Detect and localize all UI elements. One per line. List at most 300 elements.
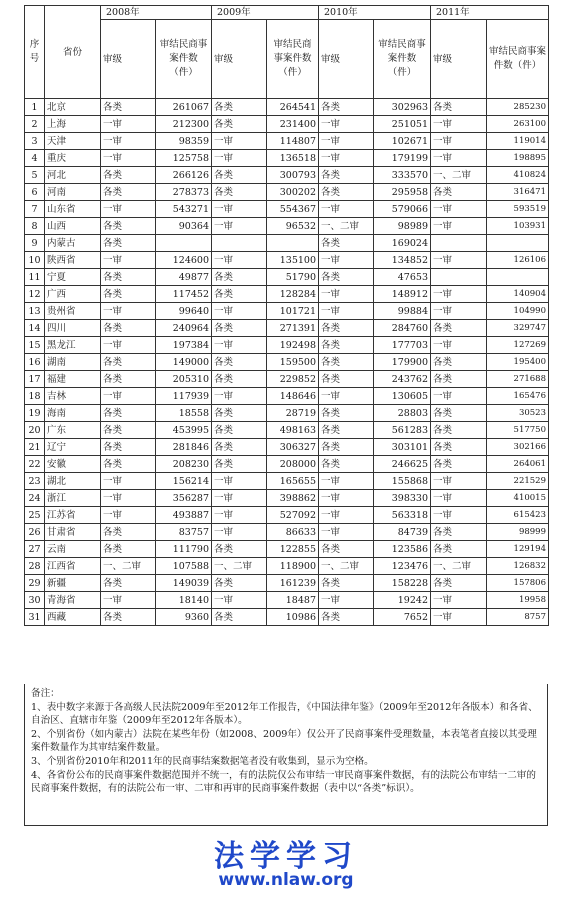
level-2010-cell: 一、二审	[319, 558, 374, 575]
count-2008-cell: 117939	[156, 388, 212, 405]
level-2010-cell: 各类	[319, 167, 374, 184]
row-number: 26	[25, 524, 45, 541]
count-2010-cell: 284760	[374, 320, 431, 337]
table-row	[25, 541, 549, 558]
level-2009-cell: 各类	[212, 609, 267, 626]
count-2009-cell: 101721	[267, 303, 319, 320]
level-2008-cell: 各类	[101, 320, 156, 337]
count-header: 审结民商事案件数（件）	[267, 20, 319, 99]
province-cell: 山东省	[45, 201, 101, 218]
level-2011-cell: 各类	[431, 99, 487, 116]
level-2008-cell: 各类	[101, 184, 156, 201]
count-2009-cell: 161239	[267, 575, 319, 592]
level-2009-cell: 各类	[212, 541, 267, 558]
level-2011-cell: 一审	[431, 592, 487, 609]
row-number: 30	[25, 592, 45, 609]
level-2011-cell	[431, 235, 487, 252]
level-2010-cell: 各类	[319, 269, 374, 286]
count-2009-cell: 28719	[267, 405, 319, 422]
level-2011-cell: 各类	[431, 541, 487, 558]
level-2008-cell: 各类	[101, 439, 156, 456]
row-number: 31	[25, 609, 45, 626]
count-2011-cell: 8757	[487, 609, 549, 626]
level-2010-cell: 一审	[319, 116, 374, 133]
province-cell: 吉林	[45, 388, 101, 405]
count-2011-cell: 264061	[487, 456, 549, 473]
level-2011-cell: 一审	[431, 609, 487, 626]
level-2008-cell: 各类	[101, 422, 156, 439]
count-2008-cell: 281846	[156, 439, 212, 456]
level-2008-cell: 一审	[101, 133, 156, 150]
count-2010-cell: 179900	[374, 354, 431, 371]
province-cell: 浙江	[45, 490, 101, 507]
count-2010-cell: 561283	[374, 422, 431, 439]
level-2011-cell: 各类	[431, 184, 487, 201]
table-row	[25, 609, 549, 626]
level-2010-cell: 各类	[319, 337, 374, 354]
level-2009-cell: 一、二审	[212, 558, 267, 575]
province-header: 省份	[45, 6, 101, 99]
province-cell: 安徽	[45, 456, 101, 473]
row-number: 29	[25, 575, 45, 592]
row-number: 14	[25, 320, 45, 337]
count-2011-cell: 316471	[487, 184, 549, 201]
count-2010-cell: 102671	[374, 133, 431, 150]
level-2011-cell: 一审	[431, 507, 487, 524]
level-2010-cell: 各类	[319, 354, 374, 371]
count-2011-cell: 329747	[487, 320, 549, 337]
level-2008-cell: 各类	[101, 524, 156, 541]
count-2011-cell: 127269	[487, 337, 549, 354]
count-2008-cell: 18140	[156, 592, 212, 609]
row-number: 27	[25, 541, 45, 558]
row-number: 9	[25, 235, 45, 252]
level-2010-cell: 一审	[319, 592, 374, 609]
count-2011-cell: 157806	[487, 575, 549, 592]
level-2008-cell: 各类	[101, 99, 156, 116]
count-2011-cell: 271688	[487, 371, 549, 388]
watermark-logo: 法学学习	[214, 839, 358, 874]
count-2008-cell: 9360	[156, 609, 212, 626]
level-2008-cell: 一审	[101, 252, 156, 269]
level-2009-cell: 各类	[212, 184, 267, 201]
count-2011-cell: 410824	[487, 167, 549, 184]
row-number: 13	[25, 303, 45, 320]
count-2008-cell: 149000	[156, 354, 212, 371]
count-2009-cell: 10986	[267, 609, 319, 626]
level-2008-cell: 各类	[101, 456, 156, 473]
level-header: 审级	[101, 20, 156, 99]
level-2010-cell: 各类	[319, 575, 374, 592]
table-row	[25, 558, 549, 575]
count-2009-cell: 306327	[267, 439, 319, 456]
count-2010-cell: 84739	[374, 524, 431, 541]
count-2008-cell: 205310	[156, 371, 212, 388]
count-2010-cell: 398330	[374, 490, 431, 507]
count-2010-cell: 333570	[374, 167, 431, 184]
count-2010-cell: 47653	[374, 269, 431, 286]
row-number: 4	[25, 150, 45, 167]
count-2008-cell: 125758	[156, 150, 212, 167]
count-2011-cell: 19958	[487, 592, 549, 609]
count-2011-cell: 285230	[487, 99, 549, 116]
count-2011-cell: 593519	[487, 201, 549, 218]
count-2009-cell: 136518	[267, 150, 319, 167]
level-2010-cell: 一审	[319, 473, 374, 490]
level-2010-cell: 一审	[319, 507, 374, 524]
province-cell: 重庆	[45, 150, 101, 167]
count-2010-cell: 295958	[374, 184, 431, 201]
level-2008-cell: 各类	[101, 405, 156, 422]
count-2009-cell	[267, 235, 319, 252]
row-number: 21	[25, 439, 45, 456]
count-2010-cell: 123476	[374, 558, 431, 575]
count-2009-cell: 86633	[267, 524, 319, 541]
count-2010-cell: 177703	[374, 337, 431, 354]
table-row	[25, 167, 549, 184]
level-2009-cell: 各类	[212, 99, 267, 116]
level-2008-cell: 各类	[101, 541, 156, 558]
level-2008-cell: 各类	[101, 609, 156, 626]
level-2010-cell: 各类	[319, 184, 374, 201]
count-2008-cell: 212300	[156, 116, 212, 133]
count-2009-cell: 51790	[267, 269, 319, 286]
level-2008-cell: 一审	[101, 490, 156, 507]
count-2011-cell: 119014	[487, 133, 549, 150]
level-2010-cell: 各类	[319, 456, 374, 473]
level-2010-cell: 一审	[319, 490, 374, 507]
level-2009-cell: 各类	[212, 320, 267, 337]
level-2009-cell: 一审	[212, 490, 267, 507]
count-2009-cell: 300202	[267, 184, 319, 201]
count-2009-cell: 229852	[267, 371, 319, 388]
level-2009-cell: 一审	[212, 252, 267, 269]
level-2009-cell: 一审	[212, 337, 267, 354]
table-row	[25, 439, 549, 456]
level-2011-cell: 一审	[431, 252, 487, 269]
count-2009-cell: 114807	[267, 133, 319, 150]
count-2011-cell: 517750	[487, 422, 549, 439]
level-2008-cell: 各类	[101, 235, 156, 252]
level-2008-cell: 各类	[101, 286, 156, 303]
count-2008-cell: 83757	[156, 524, 212, 541]
count-2008-cell: 90364	[156, 218, 212, 235]
table-row	[25, 592, 549, 609]
level-2008-cell: 一审	[101, 507, 156, 524]
province-cell: 北京	[45, 99, 101, 116]
level-2009-cell: 一审	[212, 133, 267, 150]
notes-section	[24, 684, 548, 826]
count-2009-cell: 271391	[267, 320, 319, 337]
count-2010-cell: 130605	[374, 388, 431, 405]
level-2009-cell: 各类	[212, 269, 267, 286]
level-2009-cell: 各类	[212, 405, 267, 422]
level-2010-cell: 各类	[319, 422, 374, 439]
table-row	[25, 184, 549, 201]
province-cell: 甘肃省	[45, 524, 101, 541]
table-row	[25, 490, 549, 507]
count-2009-cell: 135100	[267, 252, 319, 269]
province-cell: 上海	[45, 116, 101, 133]
table-row	[25, 371, 549, 388]
province-cell: 海南	[45, 405, 101, 422]
level-2011-cell: 各类	[431, 371, 487, 388]
level-2011-cell: 一、二审	[431, 167, 487, 184]
level-2009-cell	[212, 235, 267, 252]
count-2010-cell: 7652	[374, 609, 431, 626]
level-2011-cell: 一审	[431, 116, 487, 133]
level-2011-cell: 一审	[431, 133, 487, 150]
count-2009-cell: 554367	[267, 201, 319, 218]
province-cell: 河南	[45, 184, 101, 201]
level-2010-cell: 各类	[319, 609, 374, 626]
count-2011-cell: 302166	[487, 439, 549, 456]
level-2010-cell: 一审	[319, 133, 374, 150]
count-2008-cell	[156, 235, 212, 252]
province-cell: 福建	[45, 371, 101, 388]
row-number: 3	[25, 133, 45, 150]
province-cell: 四川	[45, 320, 101, 337]
province-cell: 青海省	[45, 592, 101, 609]
table-row	[25, 354, 549, 371]
province-cell: 贵州省	[45, 303, 101, 320]
table-row	[25, 524, 549, 541]
count-2011-cell: 615423	[487, 507, 549, 524]
count-2009-cell: 398862	[267, 490, 319, 507]
level-2008-cell: 各类	[101, 575, 156, 592]
count-2009-cell: 18487	[267, 592, 319, 609]
level-2010-cell: 一审	[319, 524, 374, 541]
count-2011-cell: 126106	[487, 252, 549, 269]
level-2010-cell: 各类	[319, 439, 374, 456]
level-header: 审级	[431, 20, 487, 99]
row-number: 10	[25, 252, 45, 269]
table-row	[25, 473, 549, 490]
level-2008-cell: 一审	[101, 473, 156, 490]
level-2009-cell: 一审	[212, 388, 267, 405]
count-header: 审结民商事案件数（件）	[487, 20, 549, 99]
level-2009-cell: 一审	[212, 303, 267, 320]
level-2011-cell: 各类	[431, 456, 487, 473]
level-2008-cell: 各类	[101, 354, 156, 371]
level-2010-cell: 各类	[319, 235, 374, 252]
level-2008-cell: 一审	[101, 201, 156, 218]
level-2009-cell: 各类	[212, 167, 267, 184]
level-2011-cell: 一审	[431, 337, 487, 354]
count-2010-cell: 251051	[374, 116, 431, 133]
row-number: 8	[25, 218, 45, 235]
count-2011-cell: 126832	[487, 558, 549, 575]
count-2010-cell: 243762	[374, 371, 431, 388]
count-2008-cell: 117452	[156, 286, 212, 303]
count-2011-cell: 98999	[487, 524, 549, 541]
count-2008-cell: 543271	[156, 201, 212, 218]
level-2009-cell: 各类	[212, 456, 267, 473]
count-2010-cell: 179199	[374, 150, 431, 167]
count-2009-cell: 118900	[267, 558, 319, 575]
level-2010-cell: 一审	[319, 150, 374, 167]
province-cell: 河北	[45, 167, 101, 184]
count-2009-cell: 192498	[267, 337, 319, 354]
level-2009-cell: 各类	[212, 286, 267, 303]
level-2009-cell: 各类	[212, 439, 267, 456]
count-2009-cell: 128284	[267, 286, 319, 303]
level-2008-cell: 一审	[101, 116, 156, 133]
level-2010-cell: 各类	[319, 541, 374, 558]
count-2011-cell: 263100	[487, 116, 549, 133]
level-header: 审级	[212, 20, 267, 99]
count-2008-cell: 111790	[156, 541, 212, 558]
count-2009-cell: 122855	[267, 541, 319, 558]
table-row	[25, 235, 549, 252]
level-2011-cell: 一审	[431, 303, 487, 320]
count-2011-cell: 129194	[487, 541, 549, 558]
province-cell: 西藏	[45, 609, 101, 626]
count-2009-cell: 300793	[267, 167, 319, 184]
level-2009-cell: 各类	[212, 116, 267, 133]
table-row	[25, 575, 549, 592]
count-2010-cell: 563318	[374, 507, 431, 524]
count-2009-cell: 498163	[267, 422, 319, 439]
level-2011-cell	[431, 269, 487, 286]
row-number: 22	[25, 456, 45, 473]
table-row	[25, 422, 549, 439]
row-number: 17	[25, 371, 45, 388]
level-2011-cell: 一审	[431, 388, 487, 405]
level-2008-cell: 各类	[101, 269, 156, 286]
level-2008-cell: 一、二审	[101, 558, 156, 575]
row-number: 7	[25, 201, 45, 218]
count-2010-cell: 302963	[374, 99, 431, 116]
level-2010-cell: 各类	[319, 405, 374, 422]
count-2010-cell: 148912	[374, 286, 431, 303]
province-cell: 山西	[45, 218, 101, 235]
level-2011-cell: 一审	[431, 201, 487, 218]
level-2009-cell: 各类	[212, 575, 267, 592]
count-2010-cell: 99884	[374, 303, 431, 320]
table-row	[25, 405, 549, 422]
table-row	[25, 456, 549, 473]
province-cell: 湖南	[45, 354, 101, 371]
province-cell: 湖北	[45, 473, 101, 490]
row-number: 23	[25, 473, 45, 490]
count-2010-cell: 28803	[374, 405, 431, 422]
level-2011-cell: 一审	[431, 150, 487, 167]
count-2011-cell	[487, 269, 549, 286]
province-cell: 江西省	[45, 558, 101, 575]
count-2010-cell: 246625	[374, 456, 431, 473]
level-2010-cell: 一、二审	[319, 218, 374, 235]
level-2011-cell: 各类	[431, 439, 487, 456]
table-row	[25, 269, 549, 286]
year-header-2011: 2011年	[431, 6, 549, 20]
table-row	[25, 320, 549, 337]
count-2011-cell: 195400	[487, 354, 549, 371]
province-cell: 云南	[45, 541, 101, 558]
count-2008-cell: 107588	[156, 558, 212, 575]
level-2009-cell: 一审	[212, 218, 267, 235]
note-item: 4、各省份公布的民商事案件数据范围并不统一，有的法院仅公布审结一审民商事案件数据，有的法院公布审结一二审的民商事案件数据，有的法院公布一审、二审和再审的民商事案件数据（表中以“各类”标识）。	[31, 769, 536, 795]
count-2008-cell: 356287	[156, 490, 212, 507]
province-cell: 宁夏	[45, 269, 101, 286]
level-2011-cell: 各类	[431, 524, 487, 541]
count-2008-cell: 261067	[156, 99, 212, 116]
count-2009-cell: 527092	[267, 507, 319, 524]
level-2011-cell: 各类	[431, 575, 487, 592]
count-2008-cell: 266126	[156, 167, 212, 184]
level-2010-cell: 一审	[319, 303, 374, 320]
province-cell: 新疆	[45, 575, 101, 592]
level-2010-cell: 一审	[319, 388, 374, 405]
level-2011-cell: 一、二审	[431, 558, 487, 575]
row-number: 2	[25, 116, 45, 133]
level-2010-cell: 一审	[319, 201, 374, 218]
row-number: 18	[25, 388, 45, 405]
count-2011-cell: 165476	[487, 388, 549, 405]
level-header: 审级	[319, 20, 374, 99]
row-number: 25	[25, 507, 45, 524]
count-2011-cell: 103931	[487, 218, 549, 235]
level-2011-cell: 一审	[431, 473, 487, 490]
count-2010-cell: 98989	[374, 218, 431, 235]
level-2009-cell: 一审	[212, 473, 267, 490]
level-2009-cell: 一审	[212, 201, 267, 218]
table-row	[25, 150, 549, 167]
level-2008-cell: 一审	[101, 388, 156, 405]
province-cell: 江苏省	[45, 507, 101, 524]
count-2008-cell: 149039	[156, 575, 212, 592]
level-2011-cell: 各类	[431, 422, 487, 439]
table-row	[25, 303, 549, 320]
province-cell: 广东	[45, 422, 101, 439]
row-number: 20	[25, 422, 45, 439]
table-row	[25, 218, 549, 235]
province-cell: 内蒙古	[45, 235, 101, 252]
province-cell: 黑龙江	[45, 337, 101, 354]
province-cell: 辽宁	[45, 439, 101, 456]
count-2008-cell: 197384	[156, 337, 212, 354]
count-2008-cell: 98359	[156, 133, 212, 150]
table-row	[25, 507, 549, 524]
row-number: 24	[25, 490, 45, 507]
row-number: 6	[25, 184, 45, 201]
row-number: 1	[25, 99, 45, 116]
civil-commercial-cases-table	[24, 5, 549, 626]
count-2011-cell: 104990	[487, 303, 549, 320]
level-2008-cell: 各类	[101, 218, 156, 235]
count-2008-cell: 278373	[156, 184, 212, 201]
count-2011-cell	[487, 235, 549, 252]
level-2010-cell: 一审	[319, 252, 374, 269]
level-2009-cell: 一审	[212, 150, 267, 167]
count-2009-cell: 159500	[267, 354, 319, 371]
count-2008-cell: 124600	[156, 252, 212, 269]
level-2009-cell: 一审	[212, 524, 267, 541]
count-header: 审结民商事案件数（件）	[374, 20, 431, 99]
table-row	[25, 388, 549, 405]
level-2011-cell: 各类	[431, 320, 487, 337]
count-2011-cell: 198895	[487, 150, 549, 167]
level-2008-cell: 一审	[101, 150, 156, 167]
note-item: 2、个别省份（如内蒙古）法院在某些年份（如2008、2009年）仅公开了民商事案件受理数量，本表笔者直接以其受理案件数量作为其审结案件数量。	[31, 728, 537, 754]
count-2010-cell: 169024	[374, 235, 431, 252]
count-2008-cell: 99640	[156, 303, 212, 320]
count-2010-cell: 579066	[374, 201, 431, 218]
count-2008-cell: 156214	[156, 473, 212, 490]
table-row	[25, 133, 549, 150]
level-2010-cell: 各类	[319, 371, 374, 388]
level-2008-cell: 各类	[101, 371, 156, 388]
